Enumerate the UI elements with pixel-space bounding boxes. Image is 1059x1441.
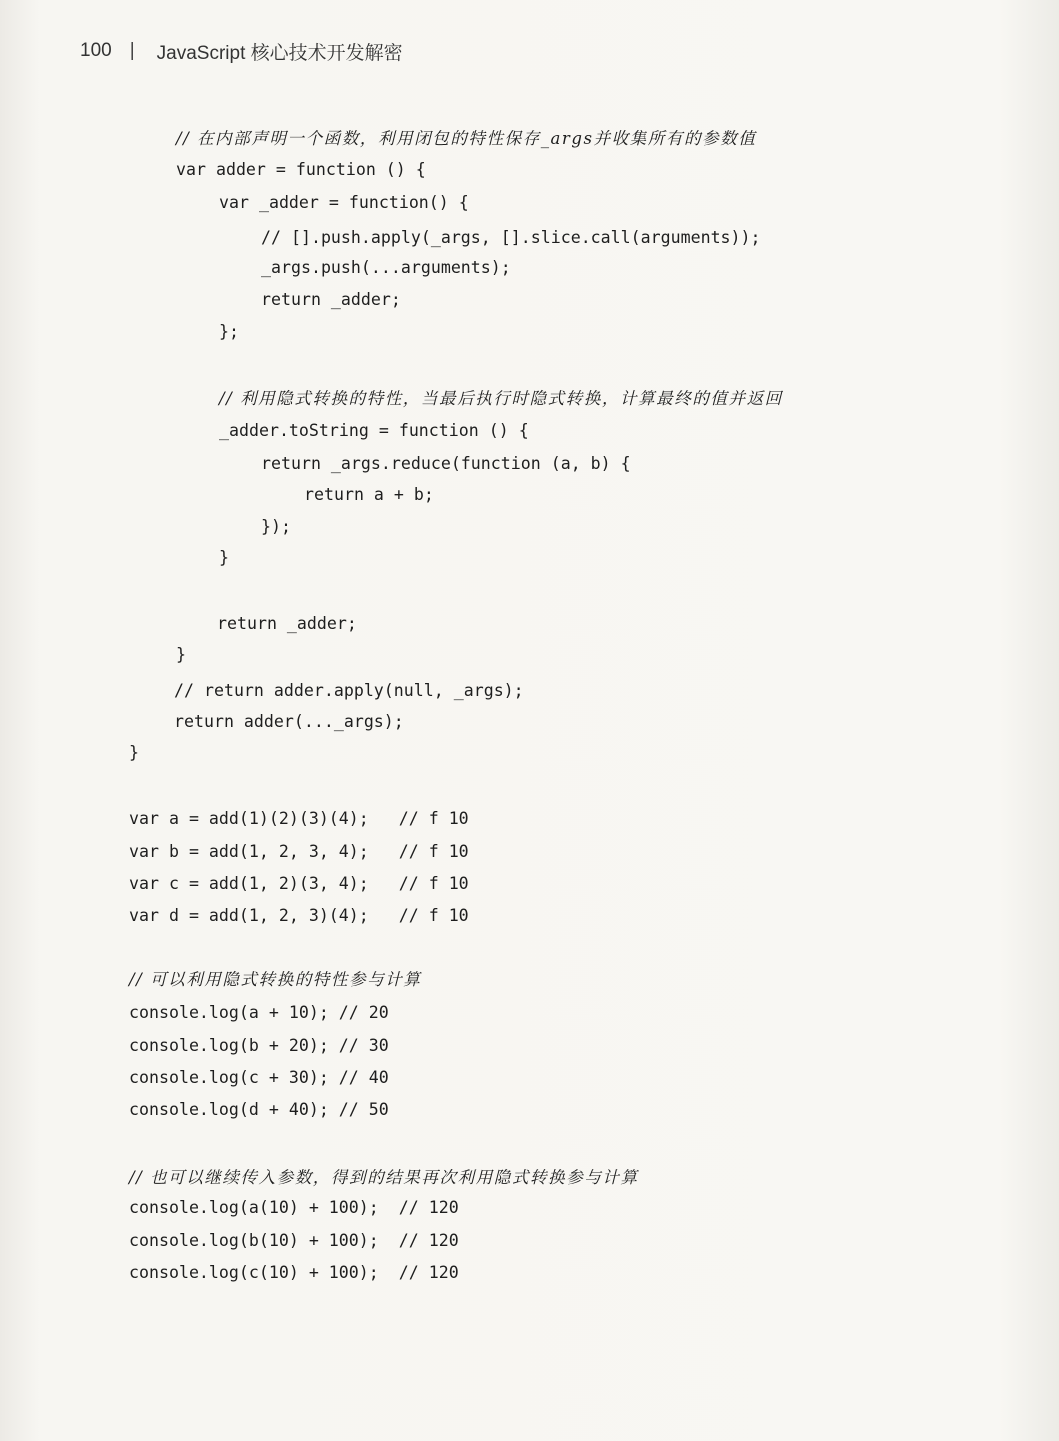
code-line: }	[176, 645, 186, 664]
code-line: var d = add(1, 2, 3)(4); // f 10	[129, 906, 469, 925]
code-line: var a = add(1)(2)(3)(4); // f 10	[129, 809, 469, 828]
code-line: _args.push(...arguments);	[261, 258, 511, 277]
code-line: console.log(a(10) + 100); // 120	[129, 1198, 459, 1217]
code-comment: // 利用隐式转换的特性，当最后执行时隐式转换，计算最终的值并返回	[219, 389, 783, 408]
code-line: return a + b;	[304, 485, 434, 504]
code-comment: // 也可以继续传入参数，得到的结果再次利用隐式转换参与计算	[129, 1168, 639, 1187]
code-line: return _args.reduce(function (a, b) {	[261, 454, 631, 473]
code-line: console.log(a + 10); // 20	[129, 1003, 389, 1022]
code-line: console.log(c + 30); // 40	[129, 1068, 389, 1087]
code-line: var c = add(1, 2)(3, 4); // f 10	[129, 874, 469, 893]
code-line: return _adder;	[217, 614, 357, 633]
book-title: JavaScript 核心技术开发解密	[156, 42, 403, 64]
code-comment: // 在内部声明一个函数，利用闭包的特性保存_args并收集所有的参数值	[176, 129, 757, 148]
code-line: }	[219, 548, 229, 567]
code-line: console.log(b + 20); // 30	[129, 1036, 389, 1055]
code-line: console.log(c(10) + 100); // 120	[129, 1263, 459, 1282]
code-line: return adder(..._args);	[174, 712, 404, 731]
code-line: }	[129, 743, 139, 762]
page-header	[80, 36, 403, 66]
code-line: // [].push.apply(_args, [].slice.call(arguments));	[261, 228, 761, 247]
code-line: var b = add(1, 2, 3, 4); // f 10	[129, 842, 469, 861]
page-number: 100	[80, 40, 112, 61]
code-line: };	[219, 322, 239, 341]
code-line: _adder.toString = function () {	[219, 421, 529, 440]
code-line: // return adder.apply(null, _args);	[174, 681, 524, 700]
code-line: });	[261, 517, 291, 536]
code-line: console.log(b(10) + 100); // 120	[129, 1231, 459, 1250]
code-line: return _adder;	[261, 290, 401, 309]
code-line: console.log(d + 40); // 50	[129, 1100, 389, 1119]
code-comment: // 可以利用隐式转换的特性参与计算	[129, 970, 422, 989]
header-separator: |	[129, 40, 135, 61]
code-line: var adder = function () {	[176, 160, 426, 179]
code-line: var _adder = function() {	[219, 193, 469, 212]
